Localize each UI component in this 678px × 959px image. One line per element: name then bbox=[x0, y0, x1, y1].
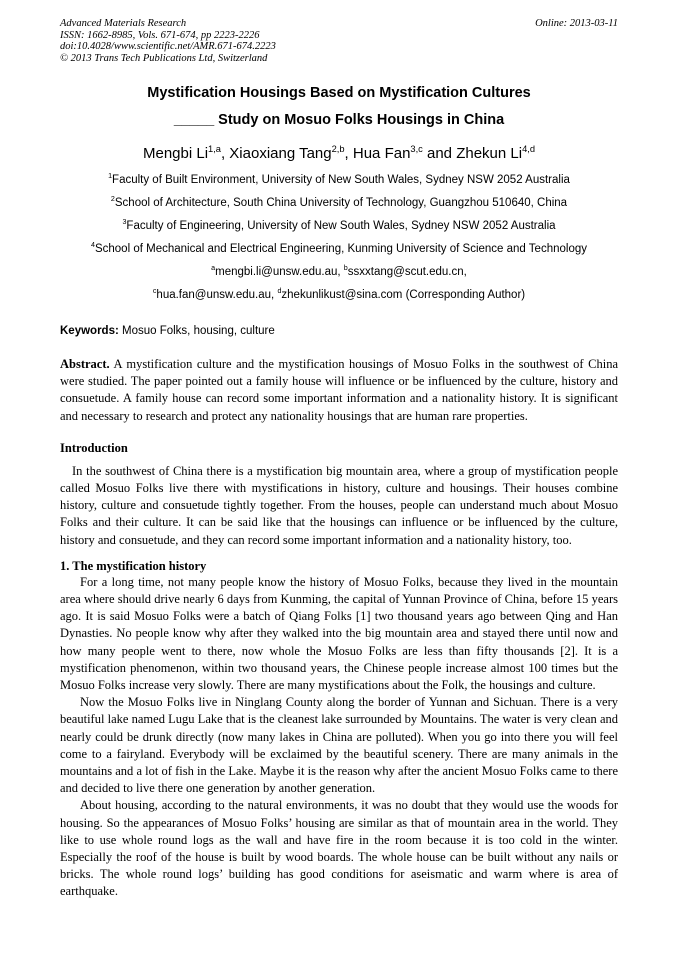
affiliation-text: Faculty of Built Environment, University of New South Wales, Sydney NSW 2052 Australia bbox=[112, 174, 570, 186]
author-superscript: 2,b bbox=[331, 144, 345, 154]
title-line-1: Mystification Housings Based on Mystification Cultures bbox=[147, 85, 531, 101]
author-name: Mengbi Li bbox=[142, 145, 209, 162]
journal-name: Advanced Materials Research bbox=[60, 18, 187, 29]
online-date: Online: 2013-03-11 bbox=[535, 18, 618, 29]
history-paragraph-1: For a long time, not many people know the history of Mosuo Folks, because they lived in the mountain area where should drive nearly 6 days from Kunming, the capital of Yunnan Province of China, before 15 years ago. It is said Mosuo Folks were a batch of Qiang Folks [1] two thousand years ago between Qing and Han Dynasties. No people know why after they walked into the big mountain area and stayed there until now and how many people went to there, now whole the Mosuo Folks are less than fifty thousands [2]. It is a mystification phenomenon, within two thousand years, the Chinese people increase almost 100 times but the Mosuo Folks increase very slowly. There are many mystifications about the Folk, the housings and culture. bbox=[60, 574, 618, 693]
introduction-paragraph: In the southwest of China there is a mystification big mountain area, where a group of mystification people called Mosuo Folks live there with mystifications in history, culture and housings. Their houses combine history, culture and consuetude tightly together. From the houses, people can understand much about Mosuo Folks and their culture. It can be said like that the housings can influence or be influenced by the culture, history and consuetude, and they can record some important information and a nationality history, too. bbox=[60, 463, 618, 547]
affiliations-block bbox=[60, 169, 618, 307]
section-heading-introduction: Introduction bbox=[60, 440, 128, 455]
email-superscript: c bbox=[152, 287, 157, 296]
affiliation-superscript: 2 bbox=[110, 195, 115, 204]
abstract bbox=[60, 356, 618, 425]
email-line bbox=[60, 284, 618, 307]
history-paragraph-2: Now the Mosuo Folks live in Ninglang County along the border of Yunnan and Sichuan. There is a very beautiful lake named Lugu Lake that is the cleanest lake surrounded by Mountains. The water is very clean and nearly could be drunk directly (now many lakes in China are polluted). When you go into there you will feel come to a fairyland. Everybody will be exclaimed by the beautiful scenery. There are many animals in the mountains and a lot of fish in the Lake. Maybe it is the reason why after the ancient Mosuo Folks came to there and decided to live there one generation by another generation. bbox=[60, 695, 618, 796]
copyright-line: © 2013 Trans Tech Publications Ltd, Switzerland bbox=[60, 52, 268, 64]
author-superscript: 4,d bbox=[522, 144, 536, 154]
page-header bbox=[60, 18, 618, 64]
email-text: ssxxtang@scut.edu.cn, bbox=[347, 266, 467, 278]
author-superscript: 3,c bbox=[410, 144, 423, 154]
affiliation-superscript: 3 bbox=[122, 218, 127, 227]
email-superscript: b bbox=[343, 264, 348, 273]
affiliation-line bbox=[60, 192, 618, 215]
author-name: , Xiaoxiang Tang bbox=[220, 145, 332, 162]
issn-line: ISSN: 1662-8985, Vols. 671-674, pp 2223-2226 bbox=[60, 29, 260, 41]
email-text: zhekunlikust@sina.com (Corresponding Author) bbox=[281, 289, 526, 301]
author-superscript: 1,a bbox=[208, 144, 221, 154]
email-superscript: a bbox=[211, 264, 216, 273]
keywords-line bbox=[60, 325, 618, 337]
title-line-2: _____ Study on Mosuo Folks Housings in China bbox=[173, 112, 505, 128]
email-superscript: d bbox=[277, 287, 282, 296]
journal-info-block bbox=[60, 18, 276, 64]
abstract-text: A mystification culture and the mystification housings of Mosuo Folks in the southwest of China were studied. The paper pointed out a family house will influence or be influenced by the culture, history and consuetude. A family house can record some important information and a nationality history. It is significant and necessary to research and protect any nationality housings that are human rare properties. bbox=[60, 357, 618, 423]
authors-line bbox=[60, 142, 618, 166]
affiliation-text: School of Architecture, South China University of Technology, Guangzhou 510640, China bbox=[114, 197, 568, 209]
keywords-label: Keywords: bbox=[60, 325, 119, 337]
history-paragraph-3: About housing, according to the natural environments, it was no doubt that they would use the woods for housing. So the appearances of Mosuo Folks’ housing are similar as that of mountain area in the world. They like to use whole round logs as the wall and have fire in the room because it is too cold in the winter. Especially the roof of the house is built by wood boards. The whole house can be built without any nails or bricks. The whole round logs’ building has good conditions for aseismatic and warm where is area of earthquake. bbox=[60, 798, 618, 899]
affiliation-superscript: 4 bbox=[91, 241, 95, 250]
author-name: and Zhekun Li bbox=[422, 145, 523, 162]
email-line bbox=[60, 261, 618, 284]
paper-title bbox=[60, 80, 618, 134]
doi-line: doi:10.4028/www.scientific.net/AMR.671-674.2223 bbox=[60, 41, 276, 52]
affiliation-line bbox=[60, 215, 618, 238]
affiliation-superscript: 1 bbox=[108, 172, 113, 181]
affiliation-line bbox=[60, 169, 618, 192]
section-heading-history: 1. The mystification history bbox=[60, 558, 207, 573]
affiliation-text: School of Mechanical and Electrical Engineering, Kunming University of Science and Technology bbox=[94, 243, 587, 255]
email-text: hua.fan@unsw.edu.au, bbox=[156, 289, 278, 301]
abstract-label: Abstract. bbox=[60, 357, 110, 371]
keywords-text: Mosuo Folks, housing, culture bbox=[118, 325, 275, 337]
email-text: mengbi.li@unsw.edu.au, bbox=[215, 266, 344, 278]
affiliation-line bbox=[60, 238, 618, 261]
author-name: , Hua Fan bbox=[344, 145, 411, 162]
affiliation-text: Faculty of Engineering, University of New South Wales, Sydney NSW 2052 Australia bbox=[126, 220, 556, 232]
